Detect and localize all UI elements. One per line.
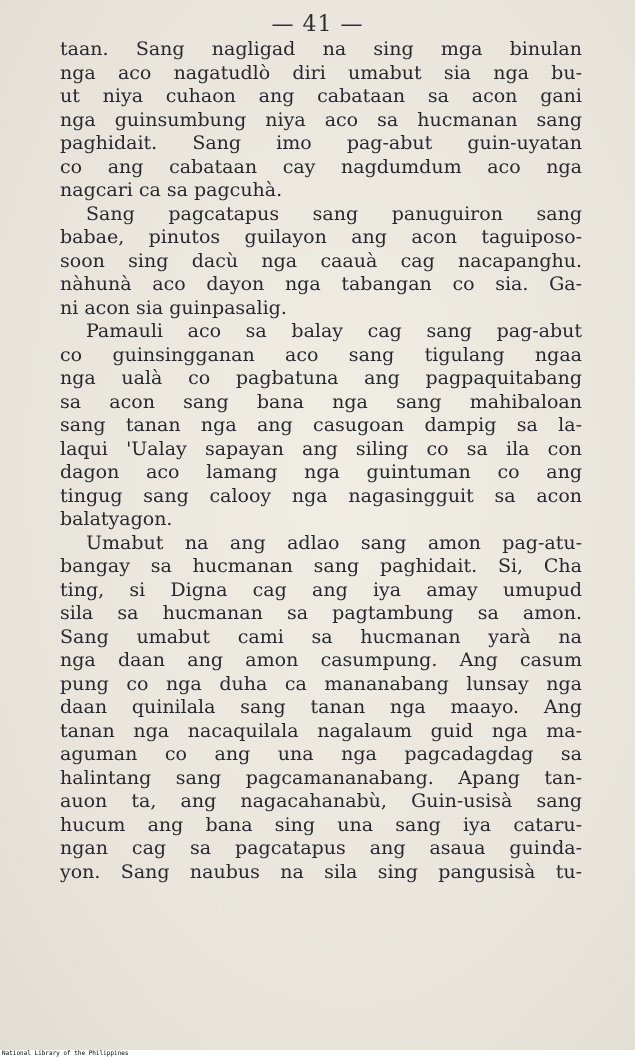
footer-credit: National Library of the Philippines xyxy=(2,1050,129,1057)
text-line: sa acon sang bana nga sang mahibaloan xyxy=(60,390,582,413)
text-line: nga aco nagatudlò diri umabut sia nga bu- xyxy=(60,61,582,84)
text-line: halintang sang pagcamananabang. Apang tan- xyxy=(60,766,582,789)
text-line: ngan cag sa pagcatapus ang asaua guinda- xyxy=(60,837,582,859)
text-line: tingug sang calooy nga nagasingguit sa acon xyxy=(60,484,582,507)
text-line: ni acon sia guinpasalig. xyxy=(60,296,287,319)
text-line: co ang cabataan cay nagdumdum aco nga xyxy=(60,155,582,178)
text-line: daan quinilala sang tanan nga maayo. Ang xyxy=(60,696,582,718)
text-line: nga guinsumbung niya aco sa hucmanan sang xyxy=(60,108,582,131)
text-line: taan. Sang nagligad na sing mga binulan xyxy=(60,38,582,60)
text-line: nga ualà co pagbatuna ang pagpaquitabang xyxy=(60,367,582,389)
text-line: soon sing dacù nga caauà cag nacapanghu. xyxy=(60,249,582,272)
text-line: auon ta, ang nagacahanabù, Guin-usisà sang xyxy=(60,790,582,812)
text-line: ting, si Digna cag ang iya amay umupud xyxy=(60,578,582,601)
page-number: — 41 — xyxy=(271,12,364,37)
text-line: Pamauli aco sa balay cag sang pag-abut xyxy=(86,320,582,342)
text-line: pung co nga duha ca mananabang lunsay nga xyxy=(60,672,582,695)
text-line: tanan nga nacaquilala nagalaum guid nga ma- xyxy=(60,719,582,742)
text-line: co guinsingganan aco sang tigulang ngaa xyxy=(60,343,582,366)
text-line: Sang umabut cami sa hucmanan yarà na xyxy=(60,625,582,648)
text-line: nga daan ang amon casumpung. Ang casum xyxy=(60,649,582,671)
footer-bar xyxy=(0,1050,635,1058)
text-line: dagon aco lamang nga guintuman co ang xyxy=(60,461,582,483)
body-text xyxy=(60,38,582,884)
text-line: aguman co ang una nga pagcadagdag sa xyxy=(60,743,582,765)
text-line: ut niya cuhaon ang cabataan sa acon gani xyxy=(60,85,582,107)
text-line: sang tanan nga ang casugoan dampig sa la- xyxy=(60,414,582,436)
text-line: paghidait. Sang imo pag-abut guin-uyatan xyxy=(60,132,582,154)
text-line: balatyagon. xyxy=(60,508,173,530)
text-line: sila sa hucmanan sa pagtambung sa amon. xyxy=(60,602,582,624)
text-line: Sang pagcatapus sang panuguiron sang xyxy=(86,202,582,225)
text-line: nàhunà aco dayon nga tabangan co sia. Ga- xyxy=(60,273,582,295)
text-line: hucum ang bana sing una sang iya cataru- xyxy=(60,813,582,836)
text-line: Umabut na ang adlao sang amon pag-atu- xyxy=(86,531,582,554)
text-line: babae, pinutos guilayon ang acon taguiposo- xyxy=(60,226,582,248)
text-line: bangay sa hucmanan sang paghidait. Si, Cha xyxy=(60,555,582,577)
text-line: nagcari ca sa pagcuhà. xyxy=(60,179,283,201)
text-line: laqui 'Ualay sapayan ang siling co sa ila con xyxy=(60,437,582,460)
text-line: yon. Sang naubus na sila sing pangusisà tu- xyxy=(60,860,582,883)
